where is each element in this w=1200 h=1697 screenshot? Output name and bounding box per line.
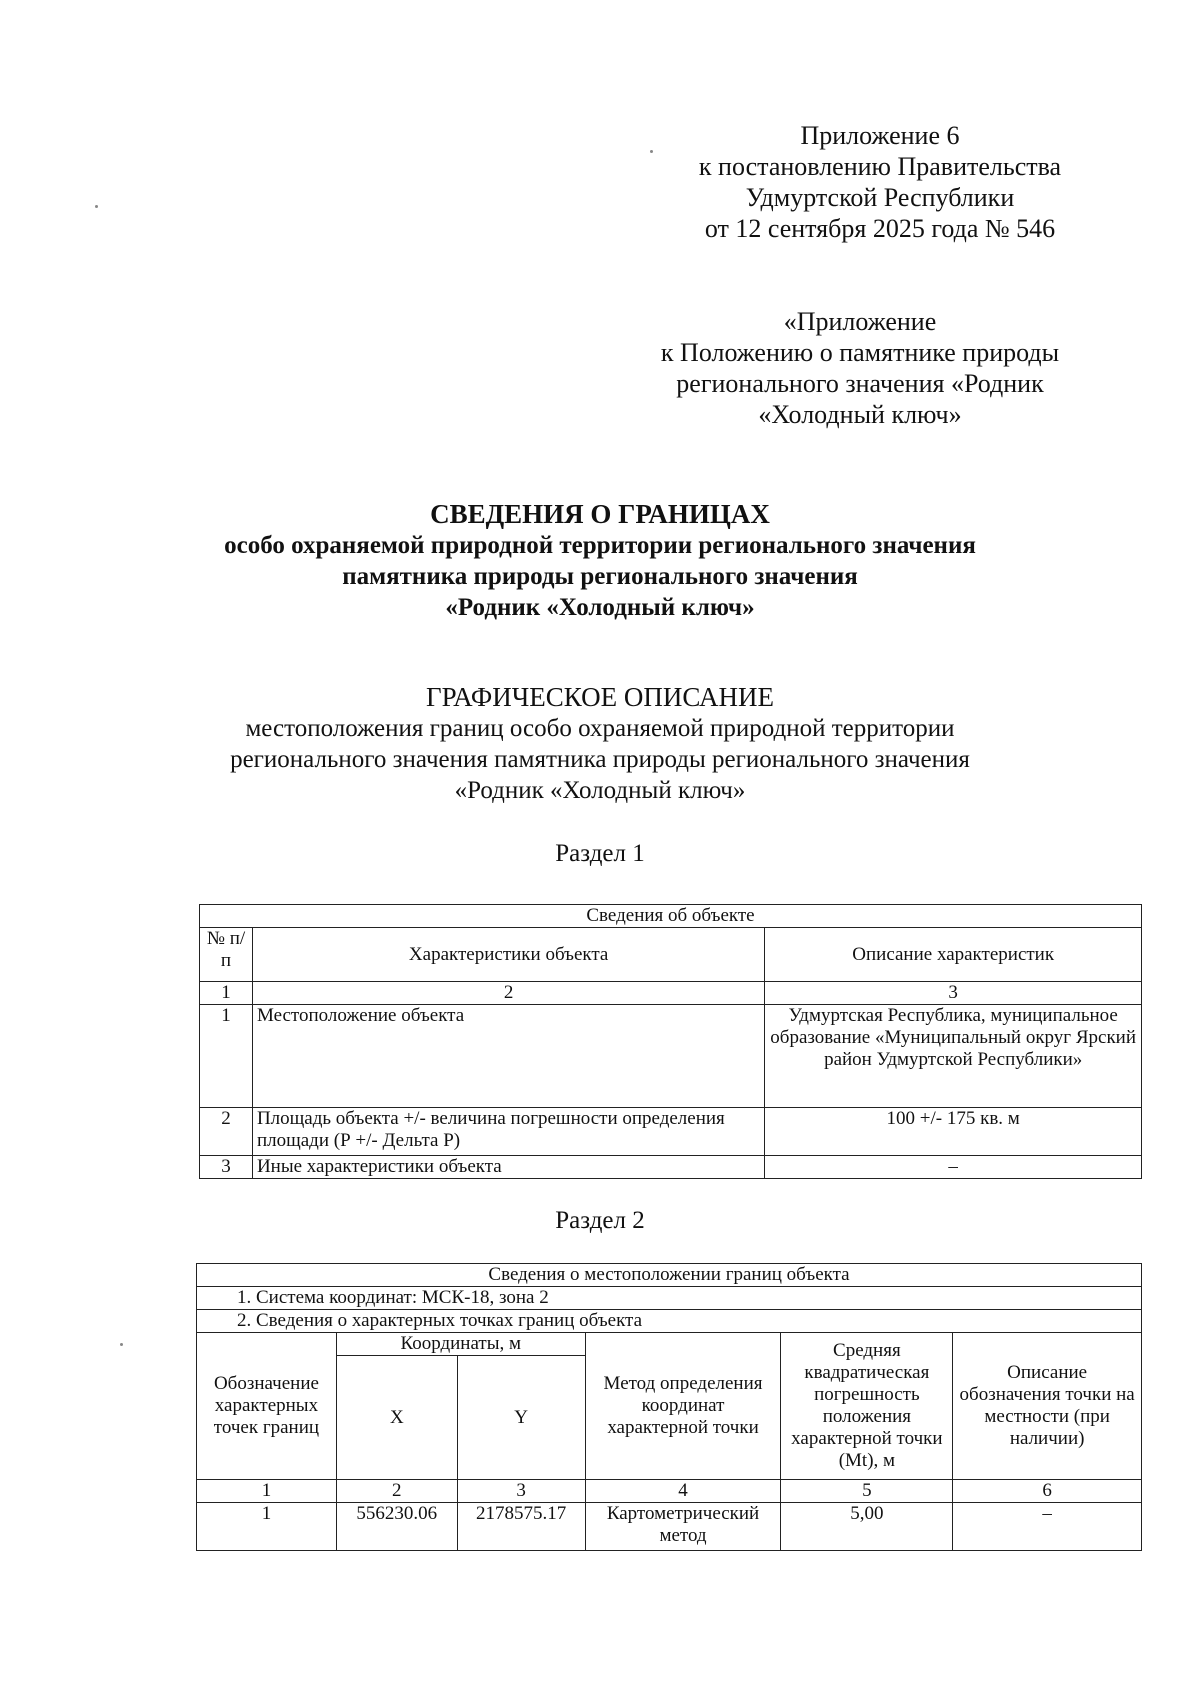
column-number: 2 bbox=[252, 982, 764, 1005]
row-number: 3 bbox=[200, 1156, 253, 1179]
column-number: 1 bbox=[200, 982, 253, 1005]
header-mean-error: Средняя квадратическая погрешность положения характерной точки (Mt), м bbox=[781, 1333, 953, 1480]
appendix2-line: «Холодный ключ» bbox=[758, 400, 962, 429]
appendix-to-regulation bbox=[580, 306, 1140, 430]
column-number: 2 bbox=[336, 1480, 457, 1503]
column-number: 3 bbox=[765, 982, 1142, 1005]
table2-caption: Сведения о местоположении границ объекта bbox=[197, 1264, 1142, 1287]
object-info-table bbox=[199, 904, 1142, 1179]
row-characteristic: Площадь объекта +/- величина погрешности определения площади (Р +/- Дельта Р) bbox=[252, 1108, 764, 1156]
header-coordinates: Координаты, м bbox=[336, 1333, 585, 1356]
header-description: Описание характеристик bbox=[765, 928, 1142, 982]
point-designation: 1 bbox=[197, 1503, 337, 1551]
header-point-description: Описание обозначения точки на местности (при наличии) bbox=[953, 1333, 1142, 1480]
header-point-designation: Обозначение характерных точек границ bbox=[197, 1333, 337, 1480]
scan-speck bbox=[120, 1343, 123, 1346]
row-characteristic: Местоположение объекта bbox=[252, 1005, 764, 1108]
graphic-heading-line: регионального значения памятника природы регионального значения bbox=[230, 746, 970, 773]
column-number: 3 bbox=[457, 1480, 585, 1503]
table-row bbox=[197, 1503, 1142, 1551]
table-row bbox=[200, 1108, 1142, 1156]
column-number: 4 bbox=[585, 1480, 781, 1503]
header-number: № п/п bbox=[200, 928, 253, 982]
points-info-row: 2. Сведения о характерных точках границ объекта bbox=[197, 1310, 1142, 1333]
appendix-line: к постановлению Правительства bbox=[698, 152, 1062, 181]
section1-title: Раздел 1 bbox=[555, 840, 645, 867]
appendix-line: Приложение 6 bbox=[800, 121, 960, 150]
row-number: 1 bbox=[200, 1005, 253, 1108]
point-method: Картометрический метод bbox=[585, 1503, 781, 1551]
scan-speck bbox=[650, 150, 653, 153]
appendix-line: от 12 сентября 2025 года № 546 bbox=[704, 214, 1056, 243]
column-number: 5 bbox=[781, 1480, 953, 1503]
point-description: – bbox=[953, 1503, 1142, 1551]
graphic-heading-line: «Родник «Холодный ключ» bbox=[454, 777, 746, 804]
main-heading-title: СВЕДЕНИЯ О ГРАНИЦАХ bbox=[430, 499, 770, 529]
table-row bbox=[200, 1156, 1142, 1179]
boundary-points-table bbox=[196, 1263, 1142, 1551]
section2-title: Раздел 2 bbox=[555, 1207, 645, 1234]
appendix2-line: «Приложение bbox=[783, 307, 937, 336]
main-heading bbox=[60, 499, 1140, 623]
table-row bbox=[200, 1005, 1142, 1108]
column-number: 6 bbox=[953, 1480, 1142, 1503]
main-heading-line: особо охраняемой природной территории регионального значения bbox=[224, 532, 976, 559]
appendix2-line: к Положению о памятнике природы bbox=[660, 338, 1060, 367]
appendix2-line: регионального значения «Родник bbox=[676, 369, 1044, 398]
main-heading-line: памятника природы регионального значения bbox=[342, 563, 858, 590]
appendix-header bbox=[600, 120, 1160, 244]
column-number: 1 bbox=[197, 1480, 337, 1503]
appendix-line: Удмуртской Республики bbox=[745, 183, 1015, 212]
table1-caption: Сведения об объекте bbox=[200, 905, 1142, 928]
header-method: Метод определения координат характерной точки bbox=[585, 1333, 781, 1480]
header-x: X bbox=[336, 1356, 457, 1480]
graphic-heading-title: ГРАФИЧЕСКОЕ ОПИСАНИЕ bbox=[425, 682, 775, 712]
coordinate-system-row: 1. Система координат: МСК-18, зона 2 bbox=[197, 1287, 1142, 1310]
row-description: 100 +/- 175 кв. м bbox=[765, 1108, 1142, 1156]
row-characteristic: Иные характеристики объекта bbox=[252, 1156, 764, 1179]
row-description: – bbox=[765, 1156, 1142, 1179]
point-error: 5,00 bbox=[781, 1503, 953, 1551]
point-x: 556230.06 bbox=[336, 1503, 457, 1551]
row-description: Удмуртская Республика, муниципальное образование «Муниципальный округ Ярский район Удмуртской Республики» bbox=[765, 1005, 1142, 1108]
point-y: 2178575.17 bbox=[457, 1503, 585, 1551]
graphic-heading-line: местоположения границ особо охраняемой природной территории bbox=[245, 715, 955, 742]
scan-speck bbox=[95, 205, 98, 208]
header-y: Y bbox=[457, 1356, 585, 1480]
graphic-description-heading bbox=[60, 682, 1140, 806]
row-number: 2 bbox=[200, 1108, 253, 1156]
main-heading-line: «Родник «Холодный ключ» bbox=[445, 594, 755, 621]
header-characteristic: Характеристики объекта bbox=[252, 928, 764, 982]
